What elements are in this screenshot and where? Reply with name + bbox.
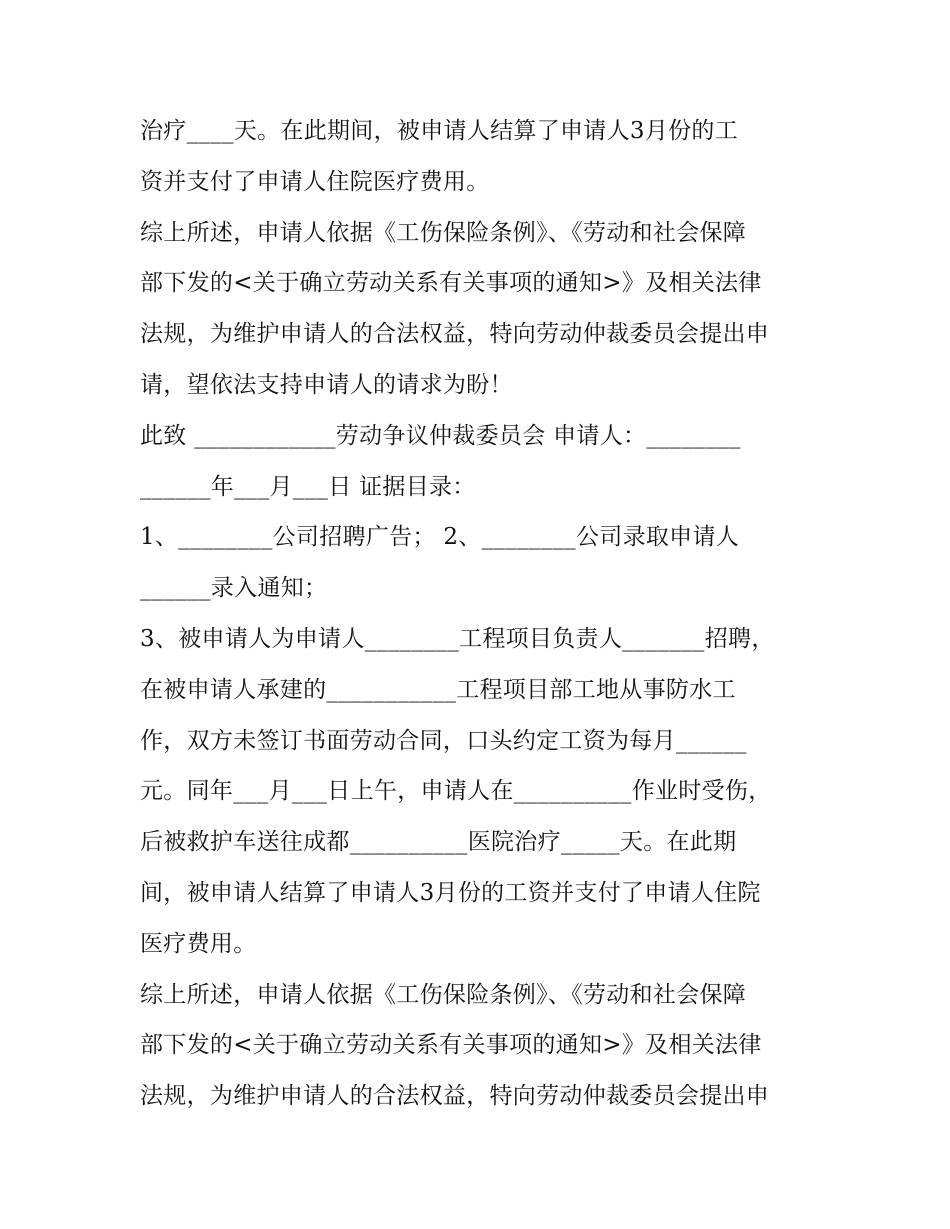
text-line: 作，双方未签订书面劳动合同，口头约定工资为每月______: [140, 727, 747, 754]
text-line: ______录入通知；: [140, 575, 328, 602]
document-body: [140, 106, 820, 1122]
text-line: 1、________公司招聘广告； 2、________公司录取申请人: [140, 524, 740, 551]
text-line: 在被申请人承建的___________工程项目部工地从事防水工: [140, 676, 736, 703]
text-line: 间，被申请人结算了申请人3月份的工资并支付了申请人住院: [140, 879, 761, 906]
text-line: 后被救护车送往成都__________医院治疗_____天。在此期: [140, 829, 737, 856]
text-line: 医疗费用。: [140, 930, 257, 957]
text-line: 部下发的<关于确立劳动关系有关事项的通知>》及相关法律: [140, 270, 762, 297]
text-line: 元。同年___月___日上午，申请人在__________作业时受伤，: [140, 778, 772, 805]
text-line: 请，望依法支持申请人的请求为盼！: [140, 371, 513, 398]
text-line: 法规，为维护申请人的合法权益，特向劳动仲裁委员会提出申: [140, 321, 770, 348]
text-line: 3、被申请人为申请人________工程项目负责人_______招聘，: [140, 625, 775, 652]
text-line: 部下发的<关于确立劳动关系有关事项的通知>》及相关法律: [140, 1032, 762, 1059]
text-line: 法规，为维护申请人的合法权益，特向劳动仲裁委员会提出申: [140, 1083, 770, 1110]
text-line: 综上所述，申请人依据《工伤保险条例》、《劳动和社会保障: [140, 219, 747, 246]
text-line: 综上所述，申请人依据《工伤保险条例》、《劳动和社会保障: [140, 981, 747, 1008]
text-line: ______年___月___日 证据目录：: [140, 473, 476, 500]
text-line: 资并支付了申请人住院医疗费用。: [140, 168, 490, 195]
text-line: 此致 ____________劳动争议仲裁委员会 申请人：________: [140, 422, 741, 449]
text-line: 治疗____天。在此期间，被申请人结算了申请人3月份的工: [140, 118, 739, 144]
